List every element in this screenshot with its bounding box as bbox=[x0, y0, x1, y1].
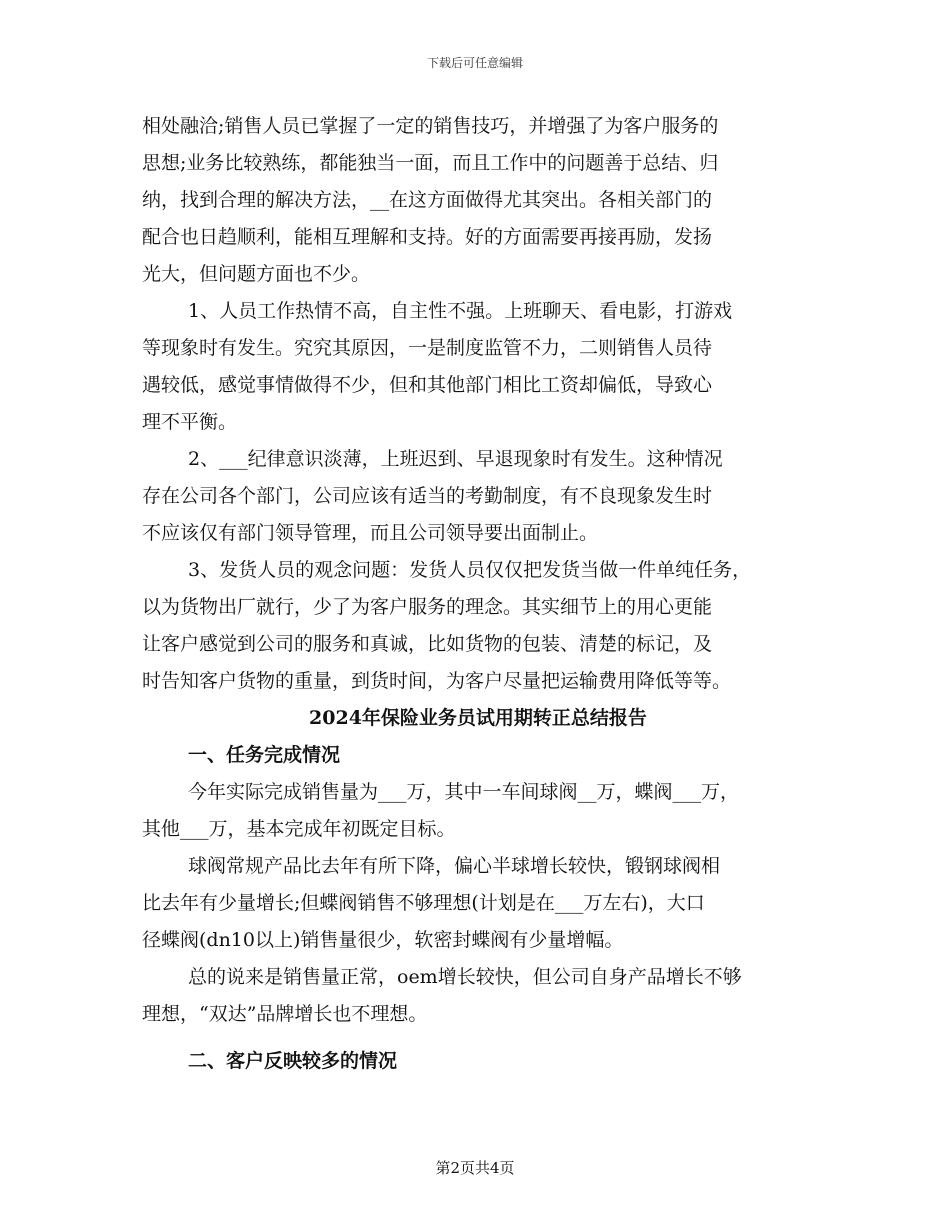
text-line: 球阀常规产品比去年有所下降，偏心半球增长较快，锻钢球阀相 bbox=[188, 855, 721, 877]
text-line: 不应该仅有部门领导管理，而且公司领导要出面制止。 bbox=[142, 522, 599, 544]
text-line: 比去年有少量增长;但蝶阀销售不够理想(计划是在___万左右)，大口 bbox=[142, 892, 705, 914]
text-line: 理不平衡。 bbox=[142, 411, 238, 433]
paragraph-1 bbox=[142, 108, 814, 293]
section-heading-2: 二、客户反映较多的情况 bbox=[188, 1050, 398, 1072]
text-line: 等现象时有发生。究究其原因，一是制度监管不力，二则销售人员待 bbox=[142, 337, 713, 359]
text-line: 3、发货人员的观念问题：发货人员仅仅把发货当做一件单纯任务， bbox=[188, 559, 752, 581]
text-line: 让客户感觉到公司的服务和真诚，比如货物的包装、清楚的标记，及 bbox=[142, 633, 713, 655]
document-body bbox=[142, 108, 814, 1080]
text-line: 存在公司各个部门，公司应该有适当的考勤制度，有不良现象发生时 bbox=[142, 485, 713, 507]
text-line: 径蝶阀(dn10以上)销售量很少，软密封蝶阀有少量增幅。 bbox=[142, 929, 624, 951]
section-heading-1: 一、任务完成情况 bbox=[188, 744, 341, 766]
text-line: 纳，找到合理的解决方法，__在这方面做得尤其突出。各相关部门的 bbox=[142, 189, 713, 211]
page-number: 第2页共4页 bbox=[435, 1159, 515, 1177]
text-line: 光大，但问题方面也不少。 bbox=[142, 263, 371, 285]
text-line: 总的说来是销售量正常，oem增长较快，但公司自身产品增长不够 bbox=[188, 966, 742, 988]
text-line: 以为货物出厂就行，少了为客户服务的理念。其实细节上的用心更能 bbox=[142, 596, 713, 618]
paragraph-7 bbox=[142, 959, 814, 1033]
page-header: 下载后可任意编辑 bbox=[426, 56, 523, 70]
paragraph-4 bbox=[142, 552, 814, 700]
text-line: 2、___纪律意识淡薄，上班迟到、早退现象时有发生。这种情况 bbox=[188, 448, 723, 470]
text-line: 其他___万，基本完成年初既定目标。 bbox=[142, 818, 456, 840]
text-line: 配合也日趋顺利，能相互理解和支持。好的方面需要再接再励，发扬 bbox=[142, 226, 713, 248]
spacer bbox=[142, 1033, 814, 1043]
text-line: 今年实际完成销售量为___万，其中一车间球阀__万，蝶阀___万， bbox=[188, 781, 740, 803]
document-title: 2024年保险业务员试用期转正总结报告 bbox=[309, 707, 647, 729]
paragraph-5 bbox=[142, 774, 814, 848]
text-line: 遇较低，感觉事情做得不少，但和其他部门相比工资却偏低，导致心 bbox=[142, 374, 713, 396]
text-line: 时告知客户货物的重量，到货时间，为客户尽量把运输费用降低等等。 bbox=[142, 670, 732, 692]
text-line: 相处融洽;销售人员已掌握了一定的销售技巧，并增强了为客户服务的 bbox=[142, 115, 719, 137]
paragraph-6 bbox=[142, 848, 814, 959]
text-line: 思想;业务比较熟练，都能独当一面，而且工作中的问题善于总结、归 bbox=[142, 152, 719, 174]
paragraph-3 bbox=[142, 441, 814, 552]
paragraph-2 bbox=[142, 293, 814, 441]
text-line: 1、人员工作热情不高，自主性不强。上班聊天、看电影，打游戏 bbox=[188, 300, 733, 322]
text-line: 理想，“双达”品牌增长也不理想。 bbox=[142, 1003, 428, 1025]
